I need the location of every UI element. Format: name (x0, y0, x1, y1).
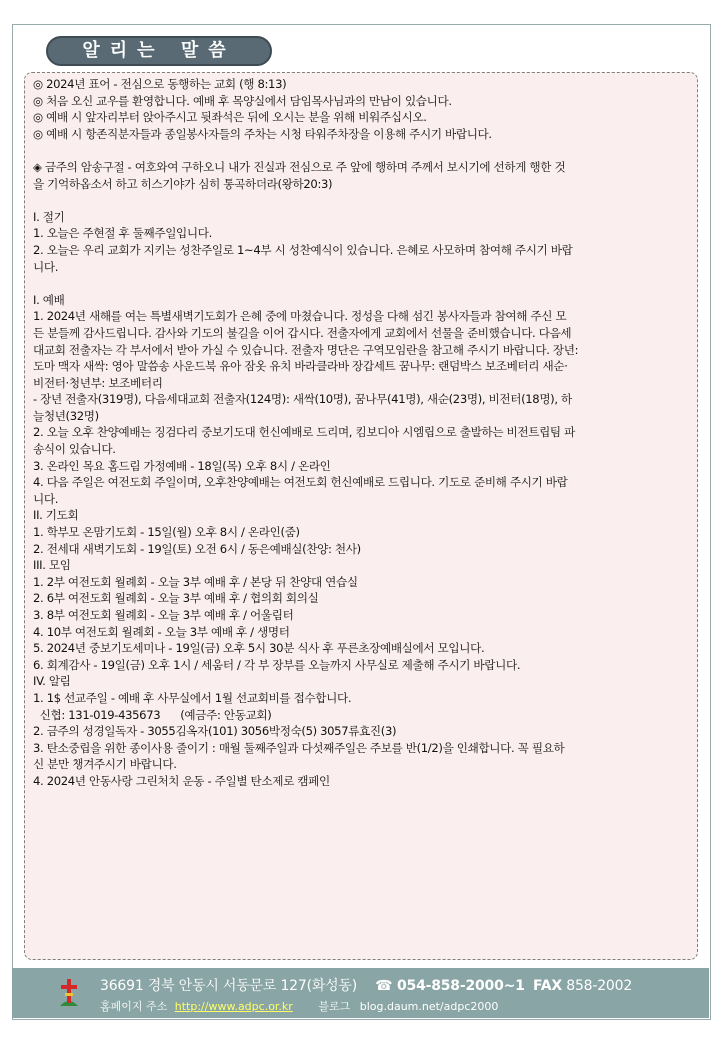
notice-line: 1. 1$ 선교주일 - 예배 후 사무실에서 1월 선교회비를 접수합니다. (33, 690, 352, 705)
notice-line: 늘청년(32명) (33, 408, 99, 423)
notice-line: ◈ 금주의 암송구절 - 여호와여 구하오니 내가 진실과 전심으로 주 앞에 행하며 주께서 보시기에 선하게 행한 것 (33, 159, 566, 174)
notice-line: 도마 맥자 새싹: 영아 말씀송 사운드북 유아 잠옷 유치 바라클라바 장갑세트 꿈나무: 랜덤박스 보조베터리 새순· (33, 359, 568, 374)
notice-line: I. 예배 (33, 292, 65, 307)
fax-text: 858-2002 (566, 978, 633, 994)
address-text: 36691 경북 안동시 서동문로 127(화성동) (100, 978, 358, 994)
notice-line: 송식이 있습니다. (33, 442, 116, 457)
notice-line: 1. 오늘은 주현절 후 둘째주일입니다. (33, 226, 212, 241)
homepage-label: 홈페이지 주소 (100, 1000, 168, 1013)
notice-line: 2. 금주의 성경일독자 - 3055김옥자(101) 3056박정숙(5) 3057류효진(3) (33, 724, 397, 739)
notice-line: 3. 8부 여전도회 월례회 - 오늘 3부 예배 후 / 어울림터 (33, 608, 294, 622)
notice-lines (33, 76, 689, 790)
notice-line: 4. 2024년 안동사랑 그린처치 운동 - 주일별 탄소제로 캠페인 (33, 773, 330, 788)
notice-line: 2. 오늘은 우리 교회가 지키는 성찬주일로 1~4부 시 성찬예식이 있습니다. 은혜로 사모하며 참여해 주시기 바랍 (33, 242, 573, 257)
notice-line: 을 기억하옵소서 하고 히스기야가 심히 통곡하더라(왕하20:3) (33, 176, 333, 191)
notice-line: ◎ 처음 오신 교우를 환영합니다. 예배 후 목양실에서 담임목사님과의 만남이 있습니다. (33, 93, 452, 108)
notice-line: 1. 2부 여전도회 월례회 - 오늘 3부 예배 후 / 본당 뒤 찬양대 연습실 (33, 574, 358, 589)
notice-line: 2. 6부 여전도회 월례회 - 오늘 3부 예배 후 / 협의회 회의실 (33, 591, 319, 606)
notice-line: 1. 2024년 새해를 여는 특별새벽기도회가 은혜 중에 마쳤습니다. 정성을 다해 섬긴 봉사자들과 참여해 주신 모 (33, 309, 567, 324)
notice-line: I. 절기 (33, 209, 65, 224)
web-line (100, 998, 498, 1014)
church-logo-icon (56, 976, 82, 1010)
notice-line: ◎ 예배 시 앞자리부터 앉아주시고 뒷좌석은 뒤에 오시는 분을 위해 비워주십시오. (33, 110, 427, 125)
notice-line: 6. 회계감사 - 19일(금) 오후 1시 / 세움터 / 각 부 장부를 오늘까지 사무실로 제출해 주시기 바랍니다. (33, 657, 521, 672)
fax-label: FAX (532, 978, 562, 994)
section-title: 알리는 말씀 (46, 36, 272, 66)
notice-line: 든 분들께 감사드립니다. 감사와 기도의 불길을 이어 갑시다. 전출자에게 교회에서 선물을 준비했습니다. 다음세 (33, 325, 572, 340)
footer (12, 968, 709, 1018)
notice-line: II. 기도회 (33, 508, 79, 523)
notice-line: 3. 온라인 목요 홈드림 가정예배 - 18일(목) 오후 8시 / 온라인 (33, 458, 331, 473)
notice-line: 니다. (33, 491, 59, 506)
notice-line: 신협: 131-019-435673 (예금주: 안동교회) (33, 707, 272, 722)
homepage-link[interactable]: http://www.adpc.or.kr (174, 1000, 293, 1013)
notice-line: 2. 오늘 오후 찬양예배는 징검다리 중보기도대 헌신예배로 드리며, 킴보디아 시엠립으로 출발하는 비전트립팀 파 (33, 425, 575, 440)
notice-line (33, 142, 689, 159)
notice-line: ◎ 2024년 표어 - 전심으로 동행하는 교회 (행 8:13) (33, 77, 287, 91)
notice-line: IV. 알림 (33, 674, 71, 689)
blog-label: 블로그 (318, 1000, 351, 1013)
notice-line: 대교회 전출자는 각 부서에서 받아 가실 수 있습니다. 전출자 명단은 구역모임란을 참고해 주시기 바랍니다. 장년: (33, 342, 579, 357)
notice-line: III. 모임 (33, 558, 71, 573)
notice-line: 신 분만 챙겨주시기 바랍니다. (33, 757, 177, 772)
notice-line: 4. 다음 주일은 여전도회 주일이며, 오후찬양예배는 여전도회 헌신예배로 드립니다. 기도로 준비해 주시기 바랍 (33, 475, 568, 490)
notice-line: 4. 10부 여전도회 월례회 - 오늘 3부 예배 후 / 생명터 (33, 624, 290, 639)
notice-line (33, 275, 689, 292)
notice-line: - 장년 전출자(319명), 다음세대교회 전출자(124명): 새싹(10명), 꿈나무(41명), 새순(23명), 비전터(18명), 하 (33, 392, 572, 407)
notice-box (24, 72, 698, 960)
notice-line: 비전터·청년부: 보조베터리 (33, 375, 163, 390)
notice-line: 니다. (33, 259, 59, 274)
notice-line: ◎ 예배 시 항존직분자들과 종일봉사자들의 주차는 시청 타워주차장을 이용해 주시기 바랍니다. (33, 126, 492, 141)
contact-line (100, 975, 632, 995)
notice-line (33, 192, 689, 209)
notice-line: 5. 2024년 중보기도세미나 - 19일(금) 오후 5시 30분 식사 후 푸른초장예배실에서 모입니다. (33, 641, 485, 656)
phone-text: ☎ 054-858-2000~1 (375, 978, 525, 994)
notice-line: 3. 탄소중립을 위한 종이사용 줄이기 : 매월 둘째주일과 다섯째주일은 주보를 반(1/2)을 인쇄합니다. 꼭 필요하 (33, 740, 565, 755)
notice-line: 2. 전세대 새벽기도회 - 19일(토) 오전 6시 / 동은예배실(찬양: 천사) (33, 541, 361, 556)
blog-url: blog.daum.net/adpc2000 (359, 1000, 499, 1013)
notice-line: 1. 학부모 온맘기도회 - 15일(월) 오후 8시 / 온라인(줌) (33, 525, 300, 540)
